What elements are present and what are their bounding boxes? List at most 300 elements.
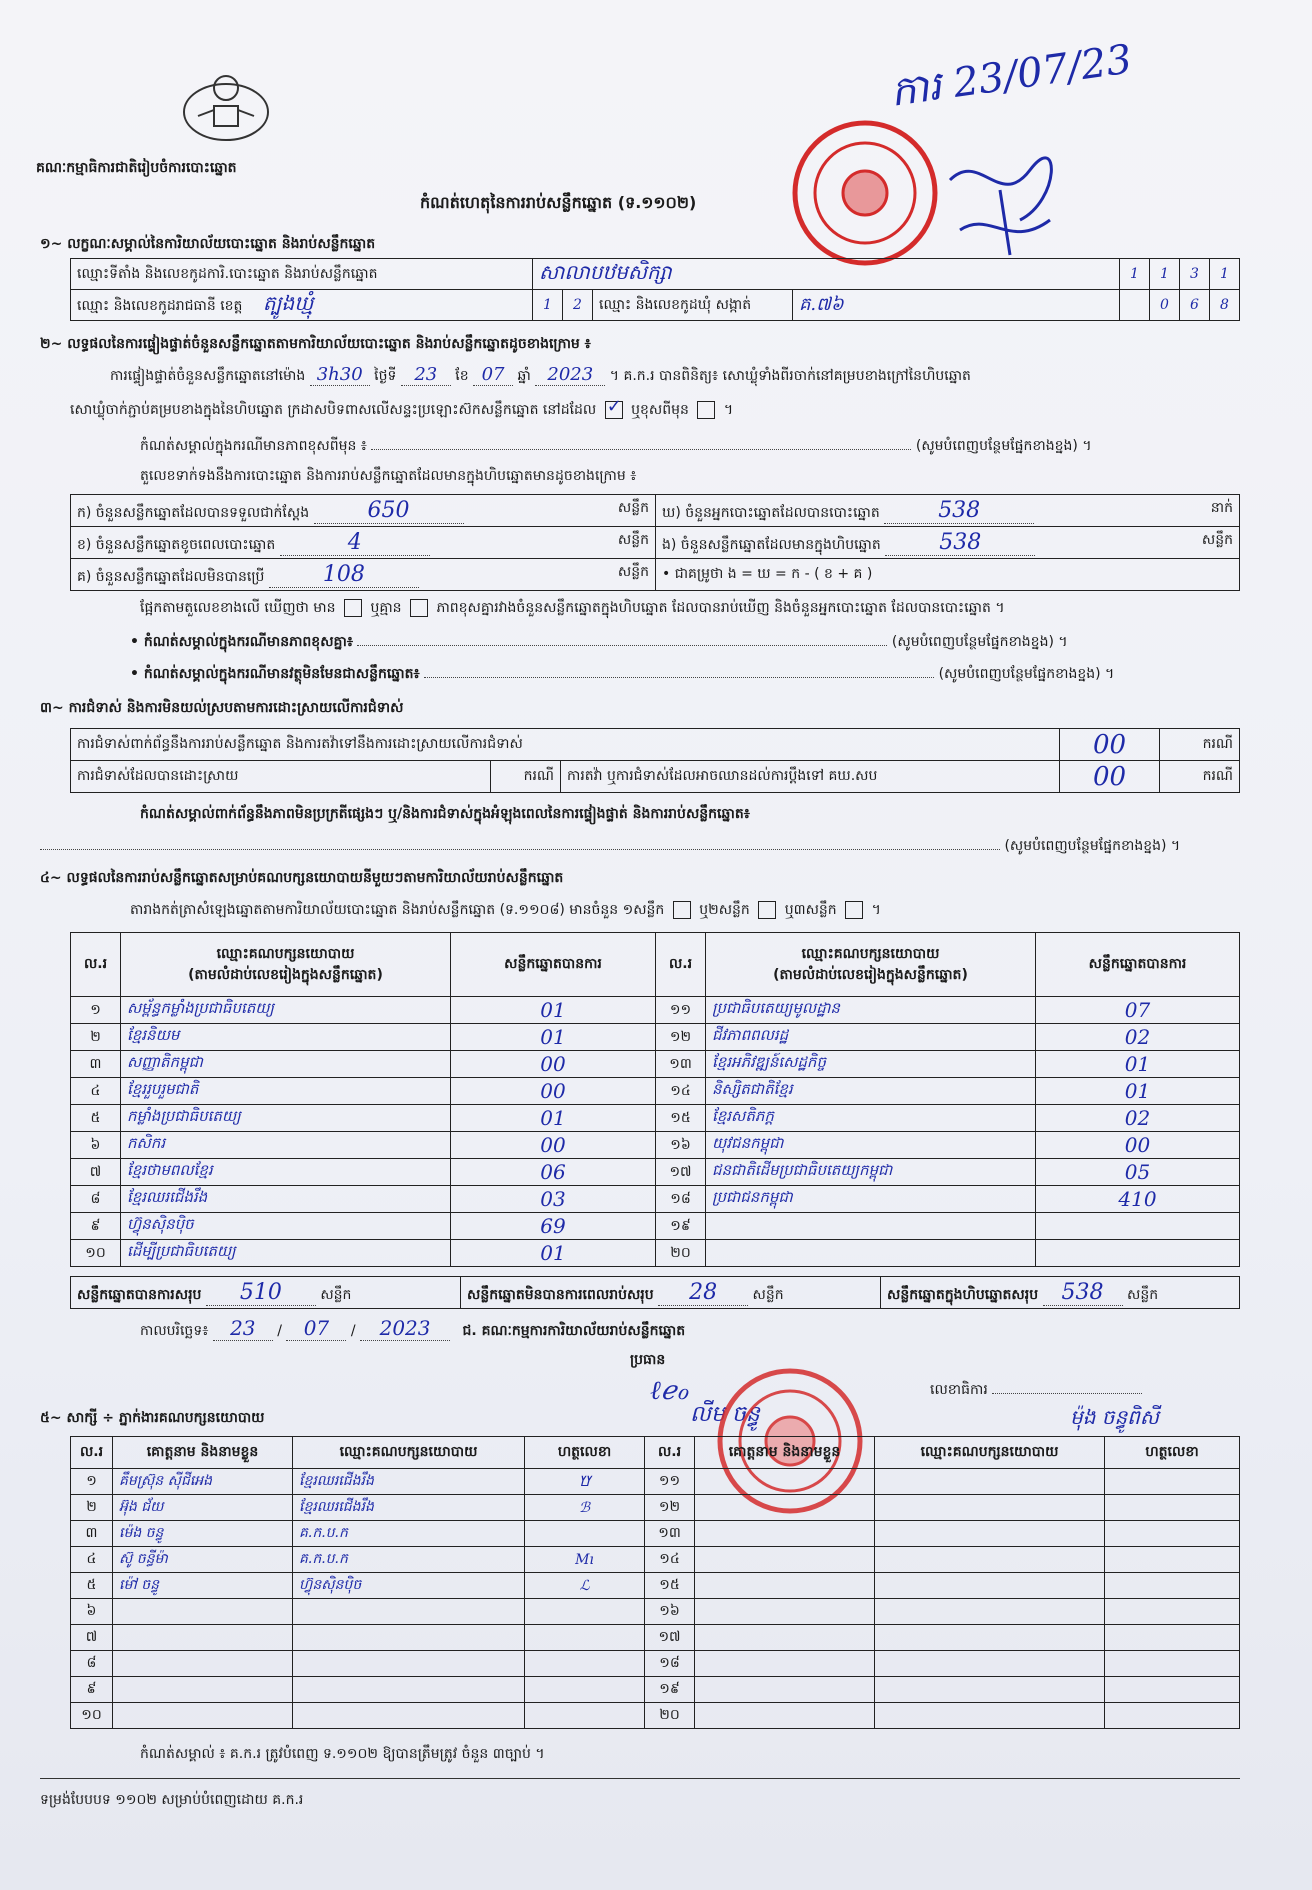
witness-party-right: [875, 1521, 1105, 1547]
station-code-4: 1: [1210, 259, 1240, 290]
party-result-row: [71, 1132, 1240, 1159]
witness-row: [71, 1677, 1240, 1703]
col-party-left: [121, 933, 451, 997]
witness-party-right: [875, 1625, 1105, 1651]
party-no-left: ៦: [71, 1132, 121, 1159]
date-month: 07: [286, 1316, 346, 1341]
total-box-unit: សន្លឹក: [1126, 1286, 1159, 1303]
witness-sign-right: [1105, 1547, 1240, 1573]
witness-row: [71, 1573, 1240, 1599]
date-line: កាលបរិច្ឆេទ៖ 23 / 07 / 2023 ជ. គណៈកម្មការការិយាល័យរាប់សន្លឹកឆ្នោត: [140, 1316, 686, 1340]
party-no-left: ២: [71, 1024, 121, 1051]
witness-col-party-left: ឈ្មោះគណបក្សនយោបាយ: [293, 1437, 525, 1469]
party-name-right: ខ្មែរសតិភក្ត: [706, 1105, 1036, 1132]
province-code-2: 2: [563, 290, 593, 321]
witness-no-left: ៧: [71, 1625, 113, 1651]
station-code-2: 1: [1150, 259, 1180, 290]
party-votes-left: 03: [451, 1186, 656, 1213]
total-valid-value: 510: [206, 1280, 316, 1306]
party-result-row: [71, 1213, 1240, 1240]
party-votes-right: 00: [1036, 1132, 1240, 1159]
figure-b-value: 4: [280, 530, 430, 556]
witness-sign-right: [1105, 1599, 1240, 1625]
formula-cell: • ជាគម្រូថា ង = ឃ = ក - ( ខ + គ ): [656, 559, 1240, 591]
witness-party-right: [875, 1677, 1105, 1703]
fill-hint-3: (សូមបំពេញបន្ថែមផ្នែកខាងខ្នង) ។: [938, 666, 1115, 682]
party-no-left: ៣: [71, 1051, 121, 1078]
witness-name-right: [695, 1677, 875, 1703]
verification-time: 3h30: [310, 364, 370, 386]
day-label: ថ្ងៃទី: [374, 368, 397, 384]
party-votes-left: 06: [451, 1159, 656, 1186]
witness-col-no-right: ល.រ: [645, 1437, 695, 1469]
section5-heading: ៥~ សាក្សី ÷ ភ្នាក់ងារគណបក្សនយោបាយ: [40, 1410, 265, 1426]
witness-name-right: [695, 1703, 875, 1729]
witness-no-left: ១០: [71, 1703, 113, 1729]
irregularity-note: កំណត់សម្គាល់ពាក់ព័ន្ធនឹងភាពមិនប្រក្រតីផ្សេងៗ ឬ/និងការជំទាស់ក្នុងអំឡុងពេលនៃការផ្ទៀងផ្ទាត់ និងការរាប់សន្លឹកឆ្នោត៖: [140, 806, 750, 822]
object-bullet: [130, 664, 1240, 685]
footer-note: កំណត់សម្គាល់ ៖ គ.ក.រ ត្រូវបំពេញ ទ.១១០២ ឱ្យបានត្រឹមត្រូវ ចំនួន ៣ច្បាប់ ។: [140, 1746, 545, 1762]
col-party-left-sub: (តាមលំដាប់លេខរៀងក្នុងសន្លឹកឆ្នោត): [188, 966, 383, 983]
figure-row-e: [656, 527, 1240, 559]
fill-hint-1: (សូមបំពេញបន្ថែមផ្នែកខាងខ្នង) ។: [915, 438, 1092, 454]
witness-no-right: ១៧: [645, 1625, 695, 1651]
two-sheets-label: ឬ២សន្លឹក: [699, 902, 750, 918]
witness-name-right: [695, 1599, 875, 1625]
witness-name-left: [113, 1703, 293, 1729]
party-result-row: [71, 1186, 1240, 1213]
bullet-object-field[interactable]: [424, 677, 934, 678]
witness-col-no-left: ល.រ: [71, 1437, 113, 1469]
party-no-left: ៥: [71, 1105, 121, 1132]
province-value: ត្បូងឃ្មុំ: [262, 291, 314, 315]
party-results-body: [71, 997, 1240, 1267]
witness-name-right: [695, 1625, 875, 1651]
form-footer: ទម្រង់បែបបទ ១១០២ សម្រាប់បំពេញដោយ គ.ក.រ: [40, 1792, 304, 1808]
emblem-logo: [178, 66, 274, 144]
month-label: ខែ: [455, 368, 469, 384]
objection-row2-label: ការជំទាស់ដែលបានដោះស្រាយ: [71, 761, 491, 793]
objection-row2-value: 00: [1060, 761, 1160, 793]
objection-row2-unit-a: ករណី: [491, 761, 561, 793]
witness-sign-right: [1105, 1677, 1240, 1703]
party-name-right: ជីវភាពពលរដ្ឋ: [706, 1024, 1036, 1051]
witness-sign-left: [525, 1677, 645, 1703]
handwritten-annotation: ការ 23/07/23: [887, 36, 1135, 116]
party-votes-left: 01: [451, 1024, 656, 1051]
verification-year: 2023: [535, 364, 605, 386]
witness-no-left: ៨: [71, 1651, 113, 1677]
total-box-value: 538: [1043, 1280, 1123, 1306]
party-result-row: [71, 1159, 1240, 1186]
witness-party-left: [293, 1703, 525, 1729]
party-name-left: ហ៊្វុនស៊ិនប៉ិច: [121, 1213, 451, 1240]
witness-name-left: ម៉េង ចន្ធូ: [113, 1521, 293, 1547]
party-no-left: ១: [71, 997, 121, 1024]
fill-hint-4: (សូមបំពេញបន្ថែមផ្នែកខាងខ្នង) ។: [1004, 838, 1181, 854]
ballot-figures-table: [70, 494, 1240, 591]
party-votes-right: 01: [1036, 1078, 1240, 1105]
bullet-difference-label: • កំណត់សម្គាល់ក្នុងករណីមានភាពខុសគ្នា៖: [130, 634, 354, 650]
one-sheet-checkbox[interactable]: [673, 901, 691, 919]
witness-no-right: ១៤: [645, 1547, 695, 1573]
figure-row-b: [71, 527, 656, 559]
party-name-left: ខ្មែរថាមពលខ្មែរ: [121, 1159, 451, 1186]
party-votes-left: 00: [451, 1051, 656, 1078]
party-no-left: ៨: [71, 1186, 121, 1213]
party-no-right: ១៦: [656, 1132, 706, 1159]
col-party-left-title: ឈ្មោះគណបក្សនយោបាយ: [216, 945, 355, 962]
witness-col-party-right: ឈ្មោះគណបក្សនយោបាយ: [875, 1437, 1105, 1469]
col-no-right: ល.រ: [656, 933, 706, 997]
witness-sign-left: Mı: [525, 1547, 645, 1573]
province-code-1: 1: [533, 290, 563, 321]
party-result-row: [71, 997, 1240, 1024]
fill-hint-2: (សូមបំពេញបន្ថែមផ្នែកខាងខ្នង) ។: [891, 634, 1068, 650]
witness-party-right: [875, 1547, 1105, 1573]
section2-heading: ២~ លទ្ធផលនៃការផ្ទៀងផ្ទាត់ចំនួនសន្លឹកឆ្នោតតាមការិយាល័យបោះឆ្នោត និងរាប់សន្លឹកឆ្នោតដូចខាងក្រោម ៖: [40, 336, 591, 352]
witness-no-right: ១៦: [645, 1599, 695, 1625]
witness-name-right: [695, 1547, 875, 1573]
compare-line: [140, 598, 1005, 619]
figure-row-a: [71, 495, 656, 527]
witness-party-right: [875, 1599, 1105, 1625]
total-valid-cell: [71, 1277, 461, 1309]
party-no-right: ២០: [656, 1240, 706, 1267]
commune-code-1: 0: [1150, 290, 1180, 321]
witness-no-left: ៦: [71, 1599, 113, 1625]
party-votes-left: 01: [451, 997, 656, 1024]
witness-party-right: [875, 1469, 1105, 1495]
witness-sign-left: ℬ: [525, 1495, 645, 1521]
witness-no-left: ៤: [71, 1547, 113, 1573]
verification-line: [110, 364, 1250, 387]
total-valid-label: សន្លឹកឆ្នោតបានការសរុប: [77, 1286, 202, 1303]
party-no-right: ១១: [656, 997, 706, 1024]
party-name-left: ខ្មែររួបរួមជាតិ: [121, 1078, 451, 1105]
witness-sign-right: [1105, 1625, 1240, 1651]
station-label: ឈ្មោះទីតាំង និងលេខកូដការិ.បោះឆ្នោត និងរាប់សន្លឹកឆ្នោត: [71, 259, 533, 290]
party-name-left: ខ្មែរឈរជើងរឹង: [121, 1186, 451, 1213]
col-votes-left: សន្លឹកឆ្នោតបានការ: [451, 933, 656, 997]
witness-sign-right: [1105, 1495, 1240, 1521]
has-difference-checkbox[interactable]: [344, 599, 362, 617]
secretary-line: [930, 1380, 1142, 1401]
party-no-right: ១២: [656, 1024, 706, 1051]
party-votes-right: [1036, 1240, 1240, 1267]
commune-code-blank: [1120, 290, 1150, 321]
figure-e-unit: សន្លឹក: [1201, 531, 1233, 548]
witness-name-left: [113, 1651, 293, 1677]
witness-party-left: ហ៊្វុនស៊ិនប៉ិច: [293, 1573, 525, 1599]
witness-row: [71, 1547, 1240, 1573]
witness-col-sign-left: ហត្ថលេខា: [525, 1437, 645, 1469]
col-party-right-title: ឈ្មោះគណបក្សនយោបាយ: [801, 945, 940, 962]
party-votes-right: [1036, 1213, 1240, 1240]
three-sheets-label: ឬ៣សន្លឹក: [784, 902, 837, 918]
footer-divider: [40, 1778, 1240, 1779]
witness-row: [71, 1625, 1240, 1651]
witness-party-left: [293, 1625, 525, 1651]
section4-heading: ៤~ លទ្ធផលនៃការរាប់សន្លឹកឆ្នោតសម្រាប់គណបក្សនយោបាយនីមួយៗតាមការិយាល័យរាប់សន្លឹកឆ្នោត: [40, 870, 564, 886]
party-no-left: ៧: [71, 1159, 121, 1186]
changed-checkbox[interactable]: [697, 401, 715, 419]
witness-party-right: [875, 1651, 1105, 1677]
witness-row: [71, 1469, 1240, 1495]
witness-no-right: ១៣: [645, 1521, 695, 1547]
witness-name-left: អ៊ុង ជ័យ: [113, 1495, 293, 1521]
difference-note-label: កំណត់សម្គាល់ក្នុងករណីមានភាពខុសពីមុន ៖: [140, 438, 367, 454]
compare-label: ផ្អែកតាមតួលេខខាងលើ ឃើញថា មាន: [140, 600, 336, 616]
witness-no-right: ១៨: [645, 1651, 695, 1677]
figure-d-unit: នាក់: [1210, 499, 1233, 516]
party-votes-left: 00: [451, 1132, 656, 1159]
verification-text: ។ គ.ក.រ បានពិនិត្យ៖ សោឃ្លុំទាំងពីរចាក់នៅគម្របខាងក្រៅនៃហិបឆ្នោត: [609, 368, 971, 384]
no-difference-checkbox[interactable]: [410, 599, 428, 617]
party-votes-right: 05: [1036, 1159, 1240, 1186]
seal-line: សោឃ្លុំចាក់ភ្ជាប់គម្របខាងក្នុងនៃហិបឆ្នោត ក្រដាសបិទពាសលើសន្ទះប្រឡោះស៊កសន្លឹកឆ្នោត នៅដដែល ✓ ឬខុសពីមុន ។: [70, 396, 734, 418]
figure-row-c: [71, 559, 656, 591]
commune-value: គ.៧៦: [793, 290, 1120, 321]
irregularity-field[interactable]: [40, 849, 1000, 850]
objection-table: [70, 728, 1240, 793]
witness-name-left: គឹមស្រ៊ុន សុីជីអេង: [113, 1469, 293, 1495]
total-invalid-value: 28: [658, 1280, 748, 1306]
committee-line: ជ. គណៈកម្មការការិយាល័យរាប់សន្លឹកឆ្នោត: [462, 1323, 686, 1339]
party-no-right: ១៤: [656, 1078, 706, 1105]
party-votes-left: 69: [451, 1213, 656, 1240]
witness-row: [71, 1651, 1240, 1677]
verification-day: 23: [401, 364, 451, 386]
party-no-right: ១៨: [656, 1186, 706, 1213]
difference-note-line: [140, 436, 1240, 457]
figure-e-label: ង) ចំនួនសន្លឹកឆ្នោតដែលមានក្នុងហិបឆ្នោត: [662, 536, 881, 553]
year-label: ឆ្នាំ: [517, 368, 531, 384]
witness-name-right: [695, 1469, 875, 1495]
witness-name-right: [695, 1495, 875, 1521]
province-label: ឈ្មោះ និងលេខកូដរាជធានី ខេត្ត: [77, 298, 243, 314]
witness-name-right: [695, 1573, 875, 1599]
party-votes-right: 410: [1036, 1186, 1240, 1213]
col-party-right-sub: (តាមលំដាប់លេខរៀងក្នុងសន្លឹកឆ្នោត): [773, 966, 968, 983]
party-no-left: ៩: [71, 1213, 121, 1240]
objection-row1-label: ការជំទាស់ពាក់ព័ន្ធនឹងការរាប់សន្លឹកឆ្នោត និងការតវ៉ាទៅនឹងការដោះស្រាយលើការជំទាស់: [71, 729, 1060, 761]
party-votes-right: 01: [1036, 1051, 1240, 1078]
bullet-difference-field[interactable]: [357, 645, 887, 646]
witness-sign-left: [525, 1703, 645, 1729]
official-stamp: [790, 118, 940, 268]
date-label: កាលបរិច្ឆេទ៖: [140, 1323, 209, 1339]
figure-c-label: គ) ចំនួនសន្លឹកឆ្នោតដែលមិនបានប្រើ: [77, 568, 265, 585]
witness-sign-left: ℒ: [525, 1573, 645, 1599]
party-result-row: [71, 1024, 1240, 1051]
party-result-row: [71, 1240, 1240, 1267]
secretary-name: ម៉ុង ចន្ធូពិសី: [1070, 1405, 1159, 1429]
witness-name-left: [113, 1599, 293, 1625]
witness-no-right: ១៩: [645, 1677, 695, 1703]
witness-no-left: ៣: [71, 1521, 113, 1547]
unchanged-checkbox[interactable]: ✓: [606, 396, 622, 417]
difference-bullet: [130, 632, 1240, 653]
figure-row-d: [656, 495, 1240, 527]
date-year: 2023: [360, 1316, 450, 1341]
witness-party-left: [293, 1677, 525, 1703]
party-name-left: សម្ព័ន្ធកម្លាំងប្រជាធិបតេយ្យ: [121, 997, 451, 1024]
station-info-table: [70, 258, 1240, 321]
tally-sheets-label: តារាងកត់ត្រាសំឡេងឆ្នោតតាមការិយាល័យបោះឆ្នោត និងរាប់សន្លឹកឆ្នោត (ទ.១១០៨) មានចំនួន ១សន្លឹក: [130, 902, 665, 918]
witness-no-right: ១១: [645, 1469, 695, 1495]
party-name-left: សញ្ញាតិកម្ពុជា: [121, 1051, 451, 1078]
three-sheets-checkbox[interactable]: [845, 901, 863, 919]
verification-month: 07: [473, 364, 513, 386]
figure-a-unit: សន្លឹក: [617, 499, 649, 516]
party-result-row: [71, 1078, 1240, 1105]
verification-intro: ការផ្ទៀងផ្ទាត់ចំនួនសន្លឹកឆ្នោតនៅម៉ោង: [110, 368, 306, 384]
totals-table: [70, 1276, 1240, 1309]
party-results-table: [70, 932, 1240, 1267]
witness-sign-left: [525, 1521, 645, 1547]
witness-col-sign-right: ហត្ថលេខា: [1105, 1437, 1240, 1469]
party-name-right: ជនជាតិដើមប្រជាធិបតេយ្យកម្ពុជា: [706, 1159, 1036, 1186]
figure-b-unit: សន្លឹក: [617, 531, 649, 548]
party-name-right: [706, 1213, 1036, 1240]
party-name-left: កម្លាំងប្រជាធិបតេយ្យ: [121, 1105, 451, 1132]
chair-name: លីម ចន្ធូ: [690, 1402, 760, 1427]
party-name-left: កសិករ: [121, 1132, 451, 1159]
total-invalid-unit: សន្លឹក: [752, 1286, 784, 1303]
witness-name-left: ស៊ូ ចន្ធីម៉ា: [113, 1547, 293, 1573]
witness-no-left: ២: [71, 1495, 113, 1521]
figure-a-value: 650: [314, 498, 464, 524]
witness-name-left: [113, 1677, 293, 1703]
figure-b-label: ខ) ចំនួនសន្លឹកឆ្នោតខូចពេលបោះឆ្នោត: [77, 536, 276, 553]
figures-intro: តួលេខទាក់ទងនឹងការបោះឆ្នោត និងការរាប់សន្លឹកឆ្នោតដែលមានក្នុងហិបឆ្នោតមានដូចខាងក្រោម ៖: [140, 468, 637, 484]
party-no-right: ១៣: [656, 1051, 706, 1078]
witness-col-name-right: គោត្តនាម និងនាមខ្លួន: [695, 1437, 875, 1469]
station-code-3: 3: [1180, 259, 1210, 290]
party-name-right: ខ្មែរអភិវឌ្ឍន៍សេដ្ឋកិច្ច: [706, 1051, 1036, 1078]
station-code-1: 1: [1120, 259, 1150, 290]
party-name-right: យុវជនកម្ពុជា: [706, 1132, 1036, 1159]
figure-c-value: 108: [269, 562, 419, 588]
chair-label: ប្រធាន: [630, 1352, 666, 1368]
figure-d-label: ឃ) ចំនួនអ្នកបោះឆ្នោតដែលបានបោះឆ្នោត: [662, 504, 880, 521]
witness-name-left: [113, 1625, 293, 1651]
changed-label: ឬខុសពីមុន: [631, 402, 689, 418]
witness-row: [71, 1495, 1240, 1521]
witness-sign-left: [525, 1625, 645, 1651]
witness-name-left: ម៉ៅ ចន្ធូ: [113, 1573, 293, 1599]
bullet-object-label: • កំណត់សម្គាល់ក្នុងករណីមានវត្ថុមិនមែនជាសន្លឹកឆ្នោត៖: [130, 666, 420, 682]
secretary-signature-field: [992, 1393, 1142, 1394]
witness-no-right: ១២: [645, 1495, 695, 1521]
witness-party-left: [293, 1599, 525, 1625]
party-no-left: ១០: [71, 1240, 121, 1267]
party-name-left: ខ្មែរនិយម: [121, 1024, 451, 1051]
compare-text: ភាពខុសគ្នារវាងចំនួនសន្លឹកឆ្នោតក្នុងហិបឆ្នោត ដែលបានរាប់ឃើញ និងចំនួនអ្នកបោះឆ្នោត ដែលបានបោះឆ្នោត ។: [436, 600, 1005, 616]
total-invalid-cell: [461, 1277, 881, 1309]
party-no-right: ១៧: [656, 1159, 706, 1186]
difference-note-field[interactable]: [371, 449, 911, 450]
party-votes-right: 07: [1036, 997, 1240, 1024]
witness-sign-right: [1105, 1651, 1240, 1677]
witness-table: [70, 1436, 1240, 1729]
total-box-label: សន្លឹកឆ្នោតក្នុងហិបឆ្នោតសរុប: [887, 1286, 1039, 1303]
page-title: កំណត់ហេតុនៃការរាប់សន្លឹកឆ្នោត (ទ.១១០២): [420, 193, 697, 212]
tally-sheets-line: តារាងកត់ត្រាសំឡេងឆ្នោតតាមការិយាល័យបោះឆ្នោត និងរាប់សន្លឹកឆ្នោត (ទ.១១០៨) មានចំនួន ១សន្លឹក ឬ២សន្លឹក ឬ៣សន្លឹក ។: [130, 902, 881, 918]
witness-col-name-left: គោត្តនាម និងនាមខ្លួន: [113, 1437, 293, 1469]
section1-heading: ១~ លក្ខណៈសម្គាល់នៃការិយាល័យបោះឆ្នោត និងរាប់សន្លឹកឆ្នោត: [40, 236, 376, 252]
witness-sign-right: [1105, 1573, 1240, 1599]
witness-sign-right: [1105, 1703, 1240, 1729]
witness-row: [71, 1599, 1240, 1625]
signature-scribble: [940, 150, 1070, 260]
witness-party-right: [875, 1573, 1105, 1599]
compare-or-label: ឬគ្មាន: [370, 600, 402, 616]
party-no-right: ១៩: [656, 1213, 706, 1240]
party-votes-left: 01: [451, 1240, 656, 1267]
party-no-right: ១៥: [656, 1105, 706, 1132]
witness-sign-right: [1105, 1469, 1240, 1495]
col-party-right: [706, 933, 1036, 997]
witness-party-right: [875, 1703, 1105, 1729]
witness-name-right: [695, 1521, 875, 1547]
objection-row2-mid: ការតវ៉ា ឬការជំទាស់ដែលអាចឈានដល់ការប្តឹងទៅ គឃ.សប: [561, 761, 1060, 793]
total-box-cell: [881, 1277, 1240, 1309]
party-name-left: ដើម្បីប្រជាធិបតេយ្យ: [121, 1240, 451, 1267]
witness-party-right: [875, 1495, 1105, 1521]
party-result-row: [71, 1105, 1240, 1132]
witness-party-left: គ.ក.ប.ក: [293, 1547, 525, 1573]
party-votes-left: 00: [451, 1078, 656, 1105]
province-row: [71, 290, 533, 321]
section3-heading: ៣~ ការជំទាស់ និងការមិនយល់ស្របតាមការដោះស្រាយលើការជំទាស់: [40, 700, 404, 716]
witness-no-right: ១៥: [645, 1573, 695, 1599]
total-invalid-label: សន្លឹកឆ្នោតមិនបានការពេលរាប់សរុប: [467, 1286, 654, 1303]
commune-label: ឈ្មោះ និងលេខកូដឃុំ សង្កាត់: [593, 290, 793, 321]
date-day: 23: [213, 1316, 273, 1341]
party-name-right: ប្រជាជនកម្ពុជា: [706, 1186, 1036, 1213]
witness-party-left: [293, 1651, 525, 1677]
two-sheets-checkbox[interactable]: [758, 901, 776, 919]
party-name-right: ប្រជាធិបតេយ្យមូលដ្ឋាន: [706, 997, 1036, 1024]
party-votes-right: 02: [1036, 1105, 1240, 1132]
figure-d-value: 538: [884, 498, 1034, 524]
chair-signature: ℓℯℴ: [650, 1376, 689, 1406]
witness-party-left: ខ្មែរឈរជើងរឹង: [293, 1469, 525, 1495]
party-result-row: [71, 1051, 1240, 1078]
party-no-left: ៤: [71, 1078, 121, 1105]
figure-a-label: ក) ចំនួនសន្លឹកឆ្នោតដែលបានទទួលជាក់ស្តែង: [77, 504, 310, 521]
witness-row: [71, 1703, 1240, 1729]
station-value: សាលាបឋមសិក្សា: [533, 259, 1120, 290]
witness-party-left: ខ្មែរឈរជើងរឹង: [293, 1495, 525, 1521]
witness-body: [71, 1469, 1240, 1729]
figure-c-unit: សន្លឹក: [617, 563, 649, 580]
witness-sign-right: [1105, 1521, 1240, 1547]
objection-row2-unit: ករណី: [1160, 761, 1240, 793]
secretary-label: លេខាធិការ: [930, 1382, 988, 1398]
witness-row: [71, 1521, 1240, 1547]
witness-sign-left: [525, 1651, 645, 1677]
objection-row1-unit: ករណី: [1160, 729, 1240, 761]
witness-sign-left: [525, 1599, 645, 1625]
witness-party-left: គ.ក.ប.ក: [293, 1521, 525, 1547]
party-name-right: [706, 1240, 1036, 1267]
witness-name-right: [695, 1651, 875, 1677]
col-no-left: ល.រ: [71, 933, 121, 997]
col-votes-right: សន្លឹកឆ្នោតបានការ: [1036, 933, 1240, 997]
